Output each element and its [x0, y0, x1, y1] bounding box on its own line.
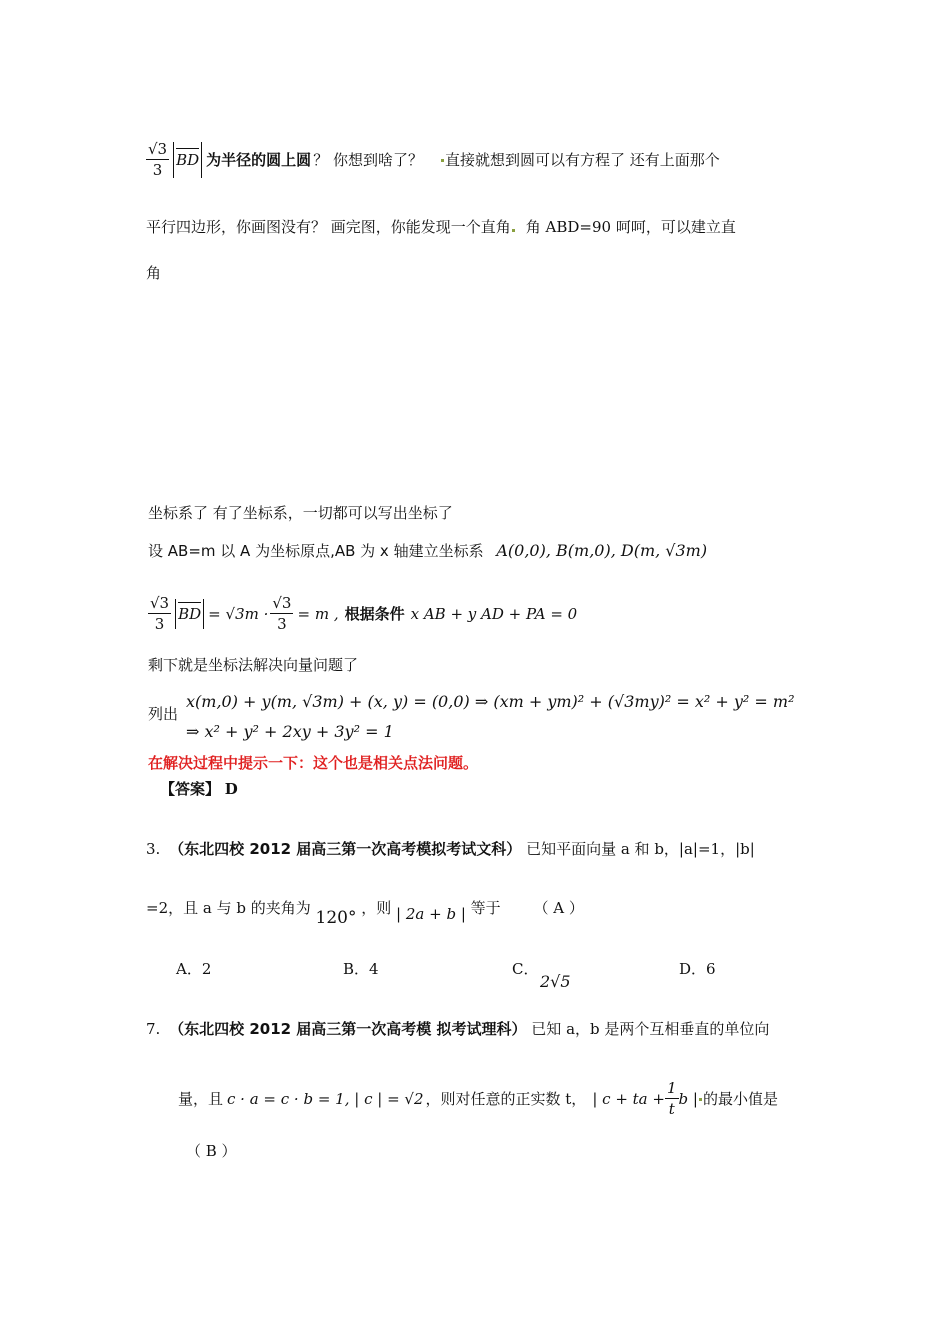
- q3-option-d: D．6: [679, 960, 716, 978]
- sqrt3-over-3-fraction: $\frac{√3}{3}$: [148, 140, 168, 179]
- one-over-t-fraction: $\frac{1}{t}$: [666, 1079, 677, 1118]
- according-condition-text: 根据条件: [344, 605, 405, 623]
- sqrt3-over-3-fraction: $\frac{√3}{3}$: [272, 594, 292, 633]
- block2-line4: 剩下就是坐标法解决向量问题了: [148, 656, 359, 674]
- marker-dot: [512, 229, 515, 232]
- q3-answer: （ A ）: [533, 899, 584, 917]
- question-text: ？ 你想到啥了？: [313, 151, 423, 169]
- q7-line2: 量，且 c · a = c · b = 1, | c | = √2 ，则对任意的正实数 t， | c + ta + $\frac{1}{t}$ b | 的最小值是: [178, 1079, 778, 1118]
- option-c-math: 2√5: [540, 972, 571, 991]
- marker-dot: [699, 1098, 702, 1101]
- hint-text: 在解决过程中提示一下：这个也是相关点法问题。: [148, 754, 479, 772]
- q7-number: 7.: [146, 1020, 161, 1038]
- answer-line: [160, 779, 238, 799]
- sqrt3-over-3-fraction: $\frac{√3}{3}$: [150, 594, 170, 633]
- q3-expression: | 2a + b |: [396, 905, 466, 923]
- angle-value: 120°: [315, 908, 357, 928]
- derivation-line1-math: x(m,0) + y(m, √3m) + (x, y) = (0,0) ⇒ (xm + ym)² + (√3my)² = x² + y² = m²: [186, 692, 795, 711]
- answer-label: 【答案】: [160, 780, 221, 798]
- coordinates-math: A(0,0), B(m,0), D(m, √3m): [496, 541, 708, 560]
- q7-condition-math: c · a = c · b = 1, | c | = √2: [227, 1090, 424, 1108]
- q3-option-a: A．2: [176, 960, 212, 978]
- q3-option-c: C． 2√5: [512, 960, 571, 991]
- circle-equation-text: 直接就想到圆可以有方程了 还有上面那个: [444, 151, 720, 169]
- block2-line1: 坐标系了 有了坐标系，一切都可以写出坐标了: [148, 504, 453, 522]
- q3-line1: 3. （东北四校 2012 届高三第一次高考模拟考试文科） 已知平面向量 a 和 b，|a|=1，|b|: [146, 840, 755, 858]
- block2-line2: 设 AB=m 以 A 为坐标原点,AB 为 x 轴建立坐标系 A(0,0), B(m,0), D(m, √3m): [148, 541, 708, 560]
- q3-number: 3.: [146, 840, 161, 858]
- q7-line1: 7. （东北四校 2012 届高三第一次高考模 拟考试理科） 已知 a，b 是两个互相垂直的单位向: [146, 1020, 770, 1038]
- radius-circle-text: 为半径的圆上圆: [206, 151, 312, 169]
- q3-line2: =2，且 a 与 b 的夹角为 120° ，则 | 2a + b | 等于 （ A ）: [146, 899, 584, 928]
- derivation-line2-math: ⇒ x² + y² + 2xy + 3y² = 1: [186, 722, 394, 741]
- answer-value: D: [224, 780, 238, 798]
- bd-vector-abs: BD: [173, 142, 202, 178]
- q3-option-b: B．4: [343, 960, 379, 978]
- q7-expression: | c + ta +: [592, 1090, 665, 1108]
- q7-answer: （ B ）: [186, 1142, 237, 1160]
- block1-line3: 角: [146, 264, 162, 282]
- q3-source: （东北四校 2012 届高三第一次高考模拟考试文科）: [169, 840, 522, 858]
- block1-line1: [146, 136, 720, 184]
- vector-condition-math: x AB + y AD + PA = 0: [410, 605, 578, 623]
- bd-vector-abs: BD: [175, 599, 204, 629]
- block1-line2: 平行四边形，你画图没有？ 画完图，你能发现一个直角 角 ABD=90 呵呵，可以建立直: [146, 218, 736, 236]
- marker-dot: [441, 159, 444, 162]
- block2-line3: $\frac{√3}{3}$ BD = √3m · $\frac{√3}{3}$ = m , 根据条件 x AB + y AD + PA = 0: [150, 594, 578, 633]
- q7-source: （东北四校 2012 届高三第一次高考模 拟考试理科）: [169, 1020, 527, 1038]
- block2-line6: [186, 722, 394, 742]
